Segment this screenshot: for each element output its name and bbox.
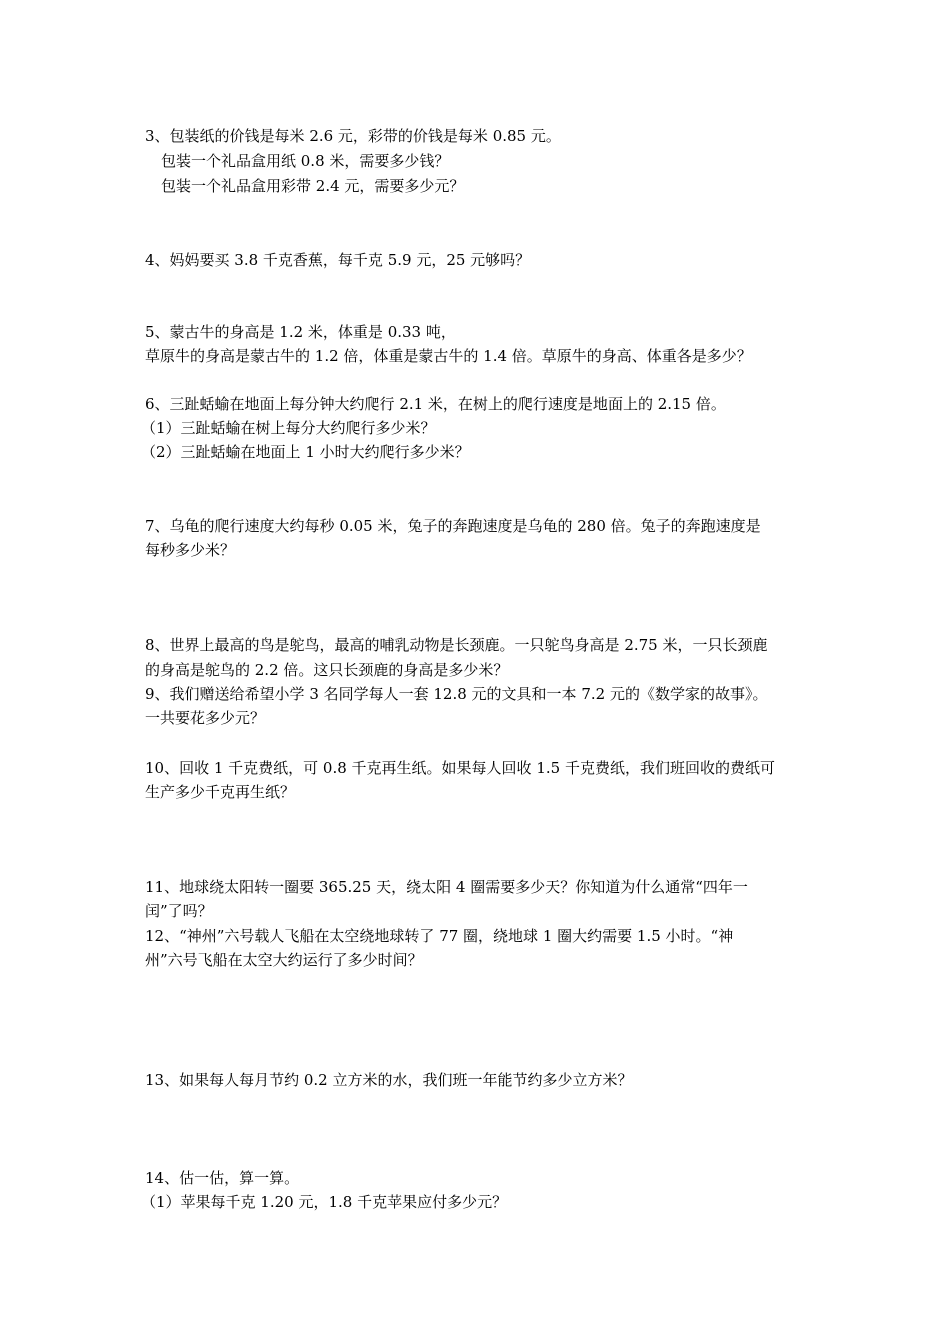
question-10-line-2: 生产多少千克再生纸？ xyxy=(145,783,296,801)
question-6-part-2: （2）三趾蛞蝓在地面上 1 小时大约爬行多少米？ xyxy=(141,443,470,461)
question-7-line-1: 7、乌龟的爬行速度大约每秒 0.05 米，兔子的奔跑速度是乌龟的 280 倍。兔子的奔跑速度是 xyxy=(145,517,761,535)
question-3-line-3: 包装一个礼品盒用彩带 2.4 元，需要多少元？ xyxy=(161,177,465,195)
question-6-part-1: （1）三趾蛞蝓在树上每分大约爬行多少米？ xyxy=(141,419,436,437)
question-4-line-1: 4、妈妈要买 3.8 千克香蕉，每千克 5.9 元，25 元够吗？ xyxy=(145,251,531,269)
question-14-line-1: 14、估一估，算一算。 xyxy=(145,1169,300,1187)
question-8-line-1: 8、世界上最高的鸟是鸵鸟，最高的哺乳动物是长颈鹿。一只鸵鸟身高是 2.75 米，一只长颈鹿 xyxy=(145,636,768,654)
question-11-line-2: 闰”了吗？ xyxy=(145,902,213,920)
question-5-line-2: 草原牛的身高是蒙古牛的 1.2 倍，体重是蒙古牛的 1.4 倍。草原牛的身高、体重各是多少？ xyxy=(145,347,752,365)
question-7-line-2: 每秒多少米？ xyxy=(145,541,236,559)
question-12-line-1: 12、“神州”六号载人飞船在太空绕地球转了 77 圈，绕地球 1 圈大约需要 1.5 小时。“神 xyxy=(145,927,734,945)
question-12-line-2: 州”六号飞船在太空大约运行了多少时间？ xyxy=(145,951,423,969)
question-13-line-1: 13、如果每人每月节约 0.2 立方米的水，我们班一年能节约多少立方米？ xyxy=(145,1071,633,1089)
question-10-line-1: 10、回收 1 千克费纸，可 0.8 千克再生纸。如果每人回收 1.5 千克费纸，我们班回收的费纸可 xyxy=(145,759,775,777)
question-3-line-2: 包装一个礼品盒用纸 0.8 米，需要多少钱？ xyxy=(161,152,450,170)
question-5-line-1: 5、蒙古牛的身高是 1.2 米，体重是 0.33 吨， xyxy=(145,323,456,341)
question-9-line-2: 一共要花多少元？ xyxy=(145,709,266,727)
question-11-line-1: 11、地球绕太阳转一圈要 365.25 天，绕太阳 4 圈需要多少天？你知道为什么通常“四年一 xyxy=(145,878,748,896)
question-3-line-1: 3、包装纸的价钱是每米 2.6 元，彩带的价钱是每米 0.85 元。 xyxy=(145,127,561,145)
question-8-line-2: 的身高是鸵鸟的 2.2 倍。这只长颈鹿的身高是多少米？ xyxy=(145,661,509,679)
question-9-line-1: 9、我们赠送给希望小学 3 名同学每人一套 12.8 元的文具和一本 7.2 元的《数学家的故事》。 xyxy=(145,685,768,703)
question-14-part-1: （1）苹果每千克 1.20 元，1.8 千克苹果应付多少元？ xyxy=(141,1193,508,1211)
question-6-line-1: 6、三趾蛞蝓在地面上每分钟大约爬行 2.1 米，在树上的爬行速度是地面上的 2.15 倍。 xyxy=(145,395,726,413)
